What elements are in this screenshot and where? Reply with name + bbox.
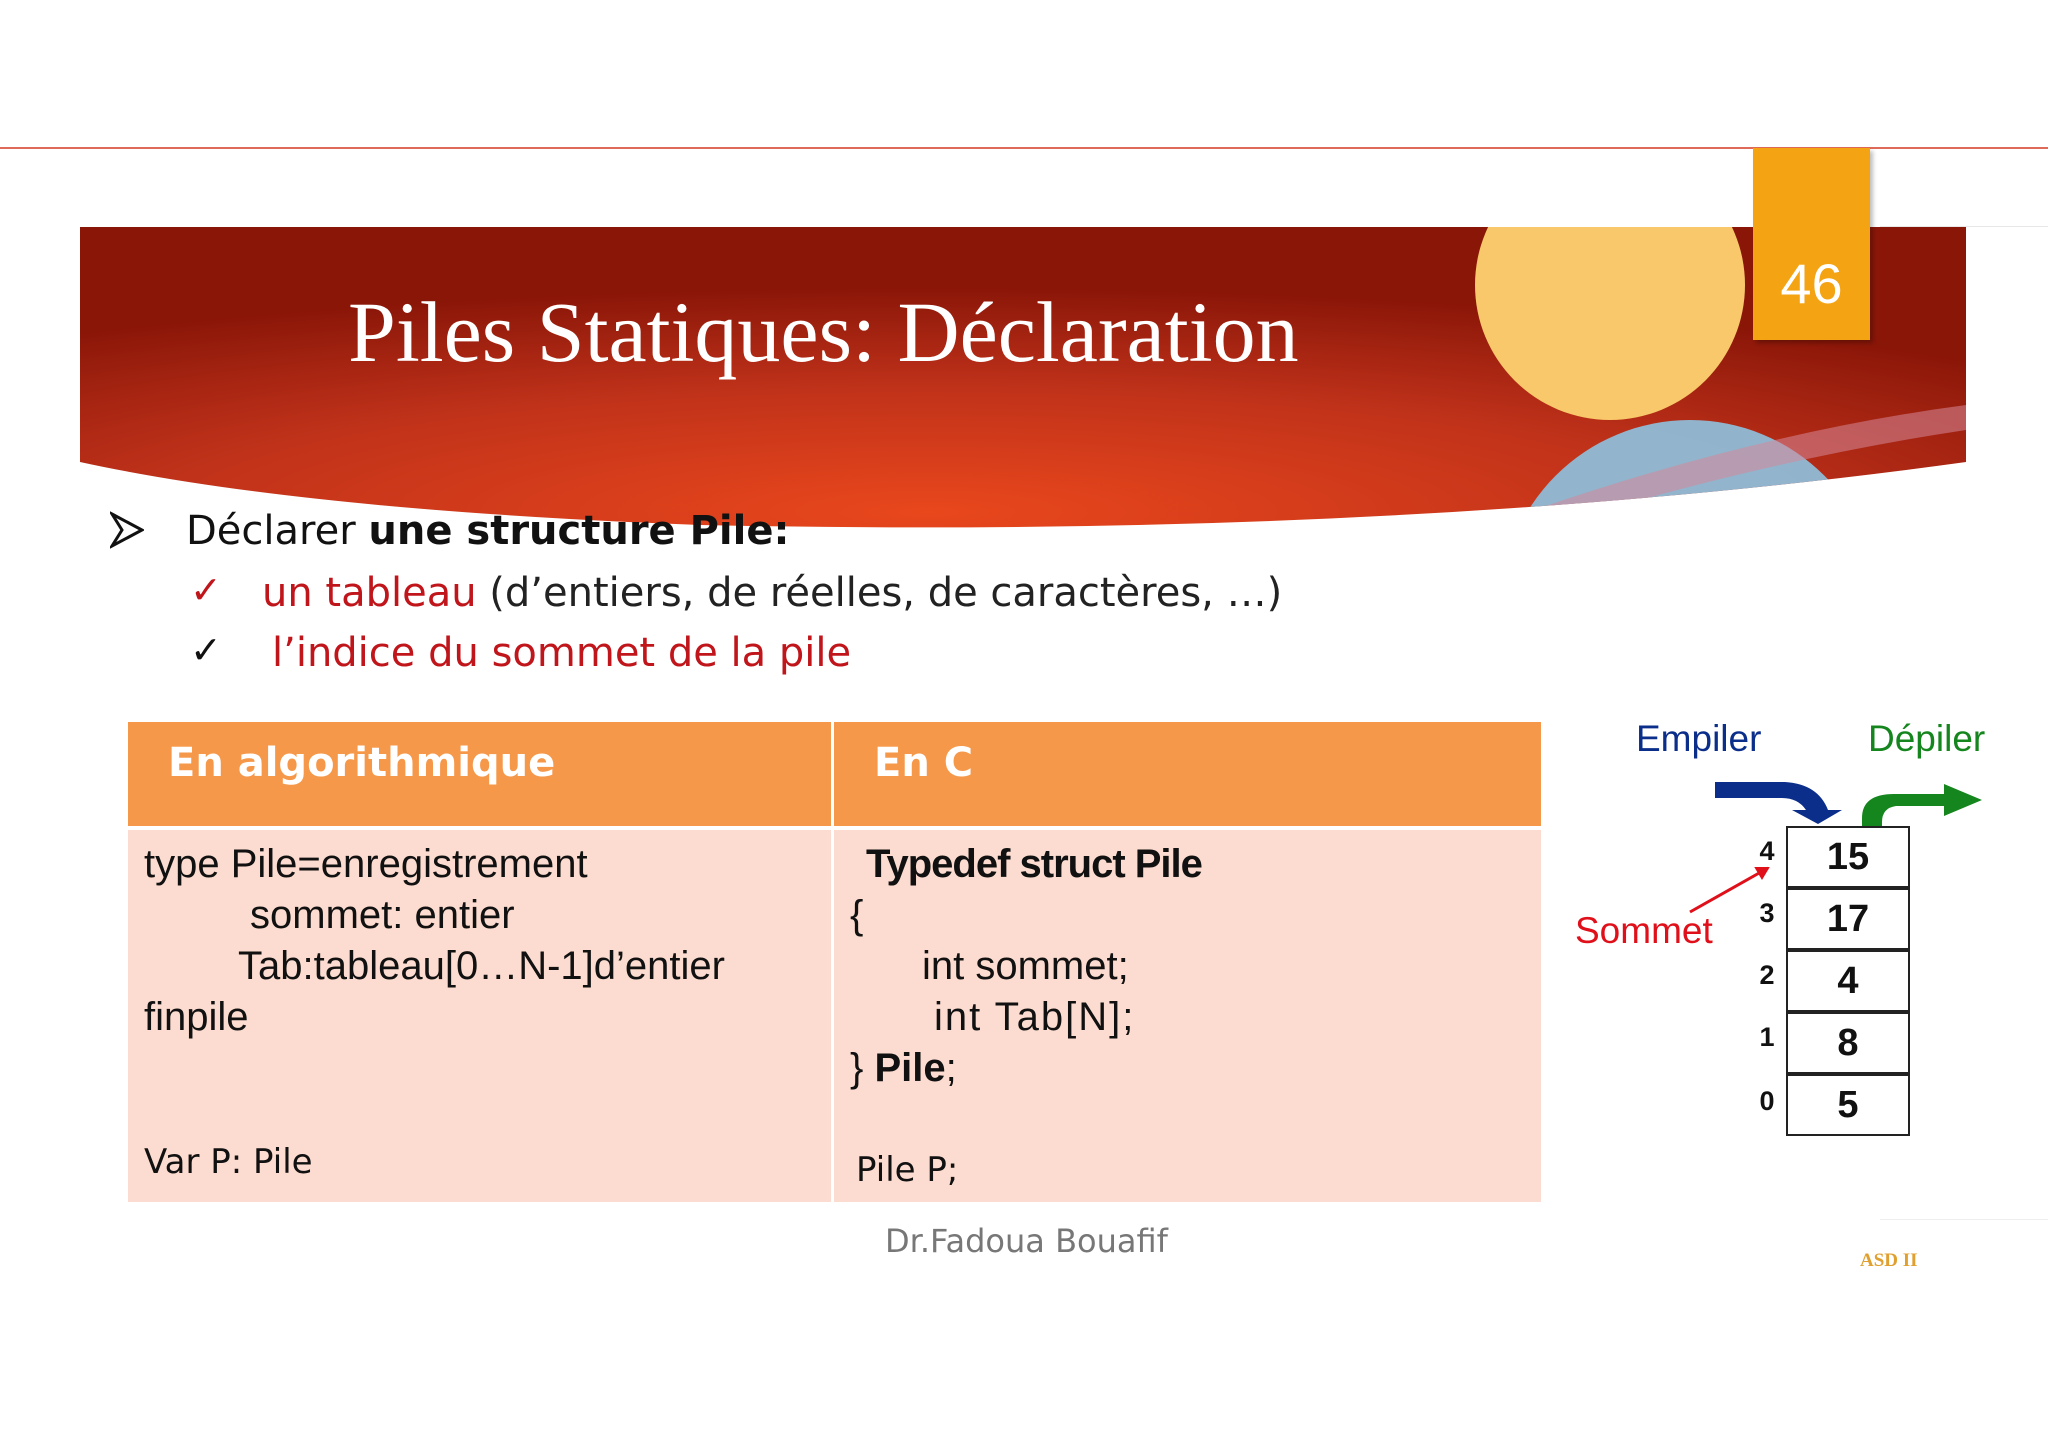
c-close-brace: } [850, 1046, 864, 1090]
pop-label: Dépiler [1868, 718, 1986, 759]
c-var: Pile P; [856, 1150, 959, 1190]
sub-bullet-top-index: l’indice du sommet de la pile [272, 630, 852, 676]
stack-cell-0: 5 [1786, 1074, 1910, 1136]
c-close-name: Pile [874, 1046, 946, 1090]
sun-circle-icon [1475, 150, 1745, 420]
stack-diagram [1560, 700, 2020, 1160]
slide-title: Piles Statiques: Déclaration [348, 284, 1299, 380]
arrowhead-bullet-icon [110, 510, 144, 550]
push-arrow-icon [1715, 782, 1842, 824]
stack-index-1: 1 [1759, 1022, 1775, 1052]
checkmark-icon: ✓ [190, 628, 222, 672]
slide-number-badge [1753, 148, 1870, 340]
declaration-table [128, 722, 1541, 1202]
c-field-tab: int Tab[N]; [934, 995, 1136, 1039]
bullet-declare-structure [186, 508, 789, 554]
cell-algorithmique [128, 830, 831, 1202]
bullet-bold: une structure Pile: [368, 508, 790, 554]
c-field-sommet: int sommet; [922, 944, 1129, 988]
sub-bullet-array [262, 570, 1282, 616]
push-label: Empiler [1636, 718, 1762, 759]
algo-line-2: sommet: entier [250, 893, 515, 937]
sub-bullet-array-red: un tableau [262, 570, 477, 616]
algo-line-1: type Pile=enregistrement [144, 842, 588, 886]
stack-cell-4: 15 [1786, 826, 1910, 888]
slide-number: 46 [1780, 252, 1843, 315]
stack-cell-2: 4 [1786, 950, 1910, 1012]
header-en-c: En C [834, 722, 1541, 826]
c-open-brace: { [850, 893, 864, 937]
c-close-semi: ; [945, 1046, 957, 1090]
checkmark-icon: ✓ [190, 568, 222, 612]
stack-cell-1: 8 [1786, 1012, 1910, 1074]
algo-line-3: Tab:tableau[0…N-1]d’entier [238, 944, 725, 988]
right-rule-bottom [1880, 1219, 2048, 1220]
c-struct-head: Typedef struct Pile [866, 842, 1202, 886]
title-banner [0, 0, 2048, 540]
footer-course: ASD II [1860, 1250, 1918, 1271]
cell-en-c [834, 830, 1541, 1202]
algo-line-4: finpile [144, 995, 249, 1039]
top-label: Sommet [1575, 910, 1713, 951]
sub-bullet-array-rest: (d’entiers, de réelles, de caractères, …) [476, 570, 1283, 616]
stack-cell-3: 17 [1786, 888, 1910, 950]
stack-index-0: 0 [1759, 1086, 1775, 1116]
c-close [850, 1046, 957, 1091]
stack-index-3: 3 [1759, 898, 1775, 928]
footer-author: Dr.Fadoua Bouafif [885, 1222, 1168, 1260]
algo-var: Var P: Pile [144, 1142, 313, 1182]
bullet-prefix: Déclarer [186, 508, 369, 554]
stack-index-2: 2 [1759, 960, 1775, 990]
stack-index-4: 4 [1759, 836, 1775, 866]
header-algorithmique: En algorithmique [128, 722, 831, 826]
